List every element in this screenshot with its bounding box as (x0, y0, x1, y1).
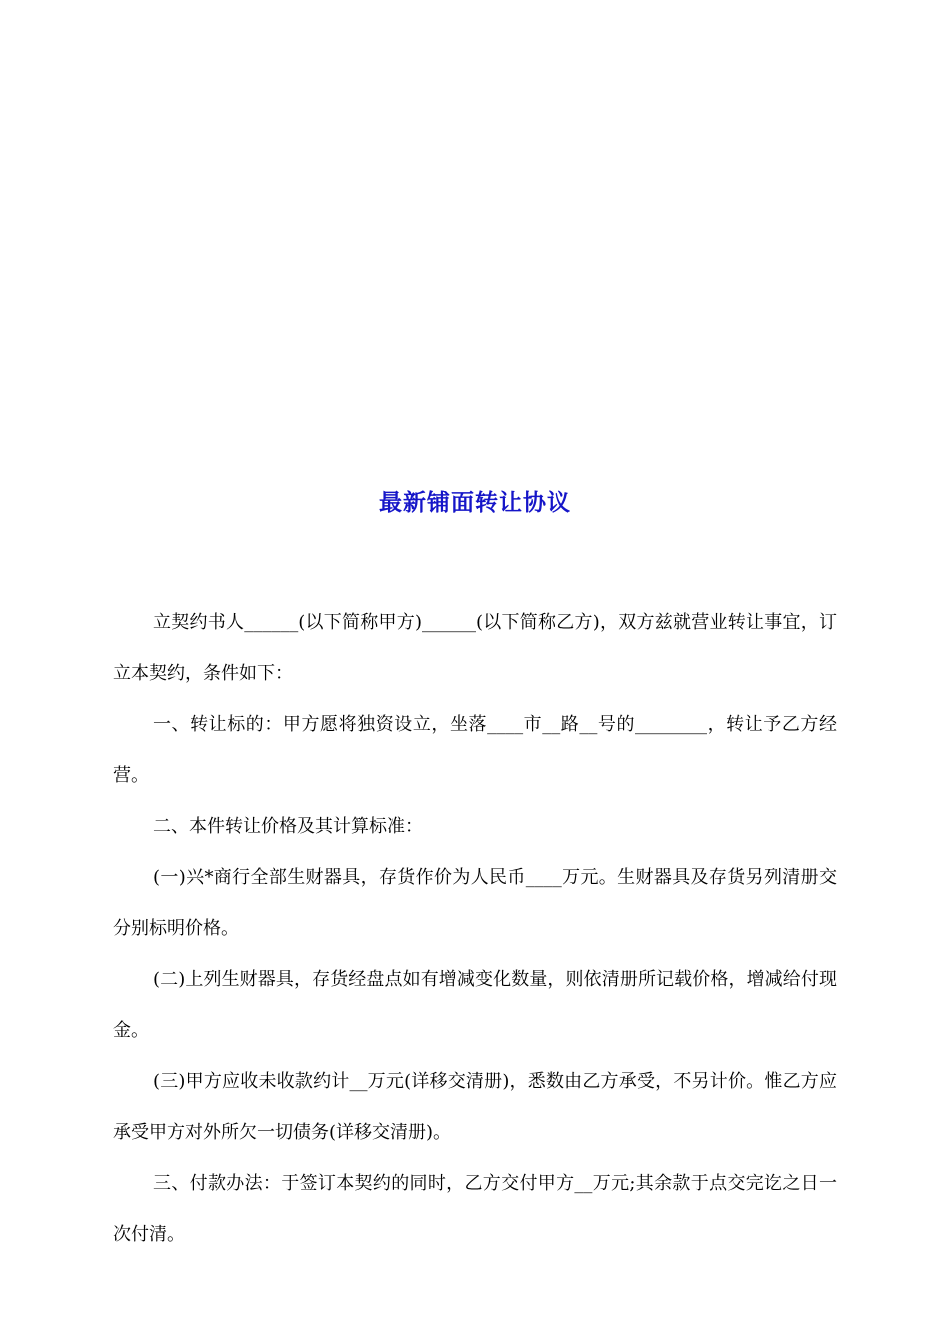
paragraph-clause-2: 二、本件转让价格及其计算标准： (153, 816, 423, 837)
paragraph-clause-2-item-1: (一)兴*商行全部生财器具，存货作价为人民币____万元。生财器具及存货另列清册交分别标明价格。 (113, 867, 837, 939)
paragraph-clause-2-item-2: (二)上列生财器具，存货经盘点如有增减变化数量，则依清册所记载价格，增减给付现金。 (113, 969, 837, 1041)
paragraph-clause-2-item-3: (三)甲方应收未收款约计__万元(详移交清册)，悉数由乙方承受，不另计价。惟乙方应承受甲方对外所欠一切债务(详移交清册)。 (113, 1071, 837, 1143)
paragraph-clause-3: 三、付款办法：于签订本契约的同时，乙方交付甲方__万元;其余款于点交完讫之日一次付清。 (113, 1173, 837, 1245)
document-body (113, 597, 837, 1260)
document-title: 最新铺面转让协议 (379, 490, 571, 516)
paragraph-intro: 立契约书人______(以下简称甲方)______(以下简称乙方)，双方兹就营业转让事宜，订立本契约，条件如下： (113, 612, 837, 684)
paragraph-clause-1: 一、转让标的：甲方愿将独资设立，坐落____市__路__号的________，转让予乙方经营。 (113, 714, 837, 786)
